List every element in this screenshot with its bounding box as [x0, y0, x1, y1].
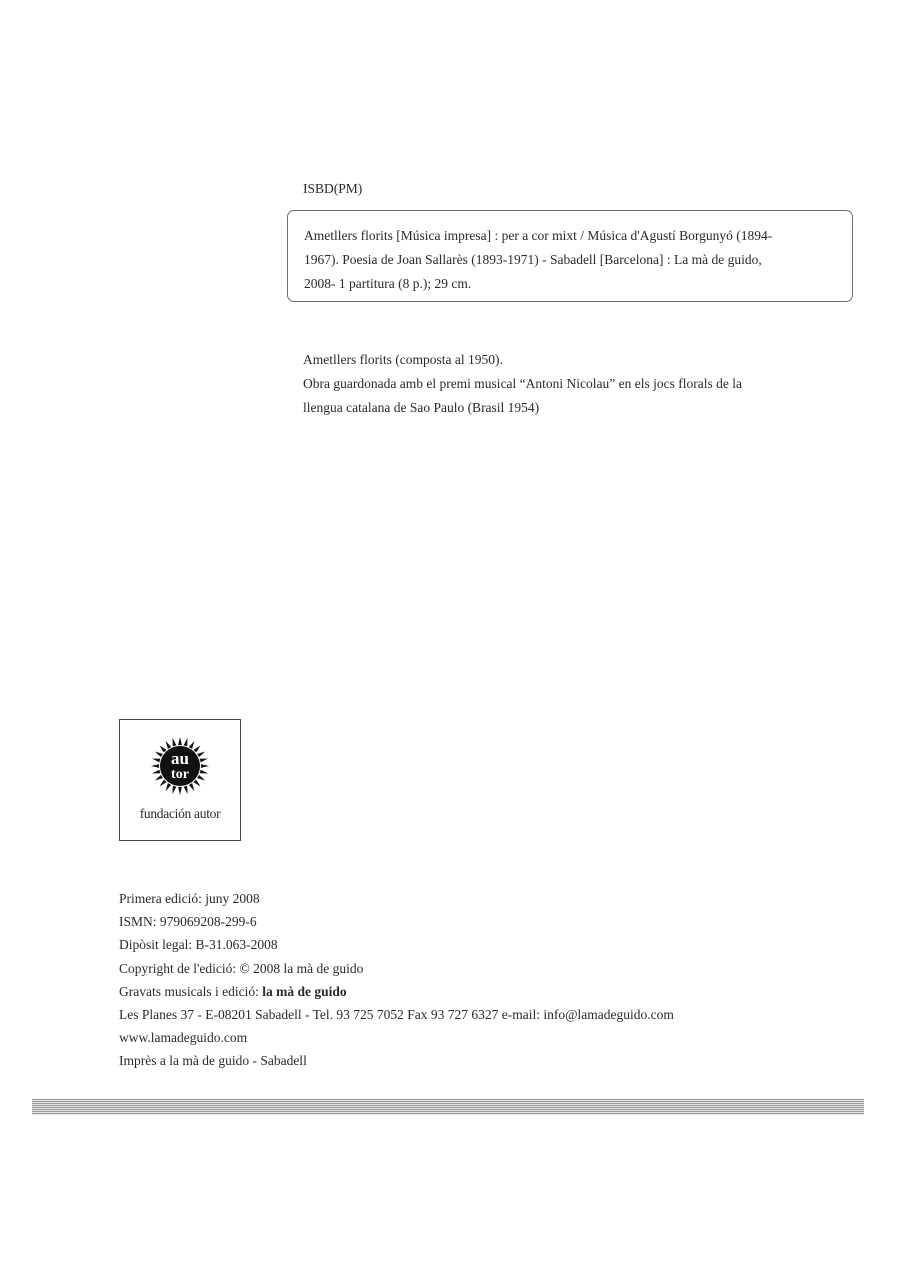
sun-ray: [178, 737, 182, 745]
sun-ray: [189, 741, 195, 749]
printed-by: Imprès a la mà de guido - Sabadell: [119, 1053, 307, 1069]
sun-ray: [152, 770, 160, 774]
work-note-line: Ametllers florits (composta al 1950).: [303, 352, 503, 367]
sun-ray: [197, 775, 205, 781]
sun-ray: [189, 783, 195, 791]
sun-ray: [152, 758, 160, 762]
first-edition: Primera edició: juny 2008: [119, 891, 260, 906]
legal-deposit: Dipòsit legal: B-31.063-2008: [119, 937, 278, 953]
work-note-line: llengua catalana de Sao Paulo (Brasil 1954): [303, 400, 540, 415]
bottom-rule-divider: [32, 1099, 864, 1115]
publisher-website: www.lamadeguido.com: [119, 1030, 248, 1046]
fundacion-autor-logo: [119, 719, 241, 841]
ismn: ISMN: 979069208-299-6: [119, 914, 257, 930]
colophon: [119, 887, 819, 1073]
sun-ray: [184, 738, 188, 746]
isbd-record-line: Ametllers florits [Música impresa] : per a cor mixt / Música d'Agustí Borgunyó (1894-: [304, 228, 773, 243]
sun-ray: [178, 787, 182, 795]
engraving-name: la mà de guido: [262, 983, 347, 999]
sun-ray: [172, 738, 176, 746]
logo-mark-top: au: [171, 749, 189, 768]
sun-ray: [155, 775, 163, 781]
work-notes: [303, 348, 823, 420]
sun-ray: [166, 783, 172, 791]
isbd-record-box: [287, 210, 853, 302]
sun-ray: [172, 786, 176, 794]
isbd-record-line: 2008- 1 partitura (8 p.); 29 cm.: [304, 276, 472, 291]
sun-ray: [166, 741, 172, 749]
sun-ray: [159, 779, 166, 786]
sun-ray: [155, 752, 163, 758]
sun-ray: [159, 745, 166, 752]
engraving-label: Gravats musicals i edició:: [119, 983, 263, 999]
sun-ray: [201, 764, 209, 768]
isbd-label: ISBD(PM): [303, 181, 363, 196]
engraving-line: [119, 980, 819, 1003]
sun-ray: [200, 770, 208, 774]
work-note-line: Obra guardonada amb el premi musical “Antoni Nicolau” en els jocs florals de la: [303, 376, 742, 391]
sun-ray: [184, 786, 188, 794]
publisher-address: Les Planes 37 - E-08201 Sabadell - Tel. 93 725 7052 Fax 93 727 6327 e-mail: info@lamadeguido.com: [119, 1007, 674, 1023]
sun-ray: [200, 758, 208, 762]
sun-ray: [193, 779, 200, 786]
isbd-record-line: 1967). Poesia de Joan Sallarès (1893-1971) - Sabadell [Barcelona] : La mà de guido,: [304, 252, 762, 267]
sun-ray: [197, 752, 205, 758]
sun-ray: [151, 764, 159, 768]
logo-mark-bottom: tor: [171, 767, 189, 782]
copyright: Copyright de l'edició: © 2008 la mà de guido: [119, 960, 364, 976]
sun-ray: [193, 745, 200, 752]
logo-caption: fundación autor: [139, 806, 221, 821]
